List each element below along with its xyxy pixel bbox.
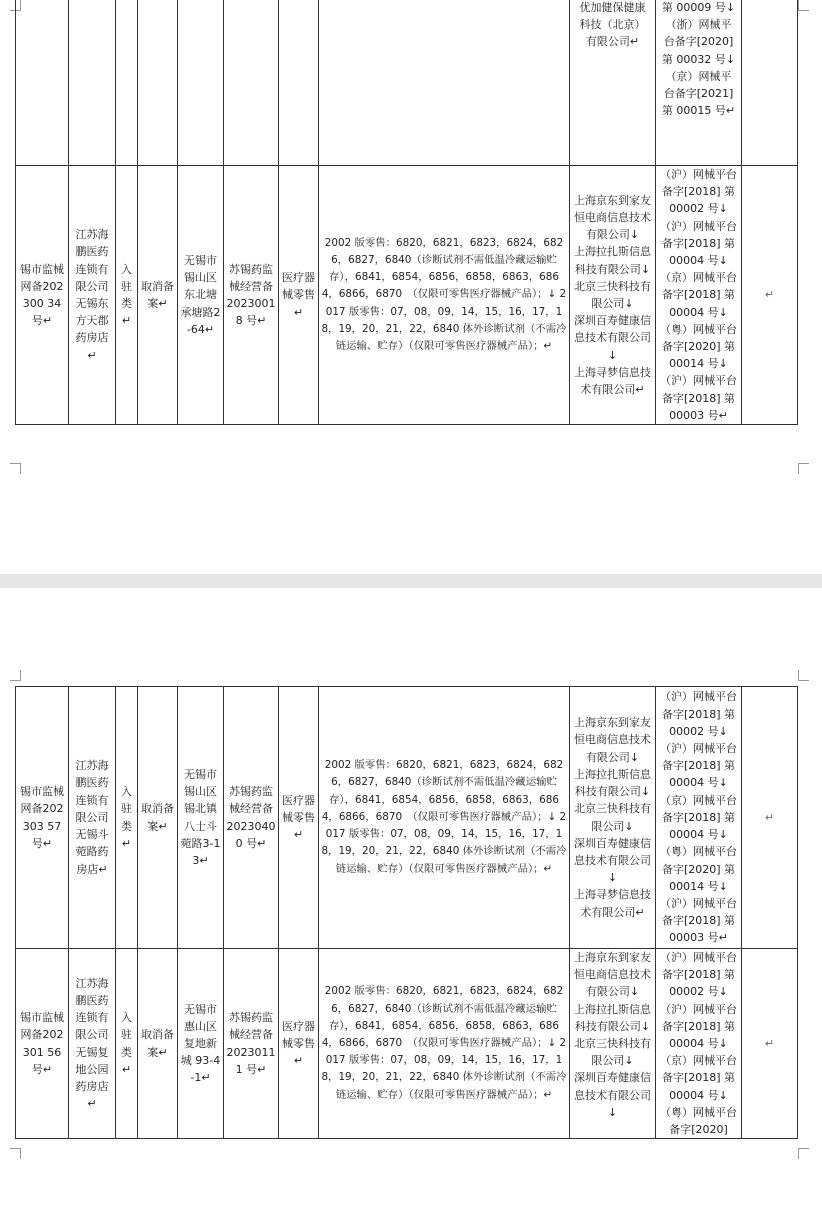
type-cell: 入驻类↵ — [116, 949, 138, 1139]
record-line: （沪）网械平台备字[2018] 第 00002 号↓ — [660, 951, 737, 999]
reg-no-cell: 锡市监械网备202303 57 号↵ — [16, 687, 69, 949]
category-cell: 医疗器械零售↵ — [279, 687, 319, 949]
scope-cell: 2002 版零售：6820，6821，6823，6824，6826，6827，6840（诊断试剂不需低温冷藏运输贮存），6841，6854，6856，6858，6863，6864，6866，6870 （仅限可零售医疗器械产品）；↓ 2017 版零售：07，08，09，14，15，16，17，18，19，20，21，22，6840 体外诊断试剂（不需冷链运输、贮存）（仅限可零售医疗器械产品）；↵ — [319, 949, 570, 1139]
scope-cell: 2002 版零售：6820，6821，6823，6824，6826，6827，6840（诊断试剂不需低温冷藏运输贮存），6841，6854，6856，6858，6863，6864，6866，6870 （仅限可零售医疗器械产品）；↓ 2017 版零售：07，08，09，14，15，16，17，18，19，20，21，22，6840 体外诊断试剂（不需冷链运输、贮存）（仅限可零售医疗器械产品）；↵ — [319, 687, 570, 949]
platform-line: 深圳百寿健康信息技术有限公司↓ — [574, 314, 651, 362]
action-cell: 取消备案↵ — [138, 687, 178, 949]
record-line: 第 00032 号↓ — [661, 52, 736, 66]
record-line: （浙）网械平 — [665, 18, 732, 32]
page-corner-mark — [798, 463, 809, 474]
platform-cell — [570, 687, 656, 949]
platform-cell — [570, 949, 656, 1139]
address-cell: 无锡市锡山区锡北镇八士斗菀路3-13↵ — [178, 687, 224, 949]
company-cell: 江苏海鹏医药连锁有限公司无锡复地公园药房店↵ — [69, 949, 116, 1139]
reg-no-cell: 锡市监械网备202300 34 号↵ — [16, 166, 69, 425]
license-cell: 苏锡药监械经营备20230400 号↵ — [224, 687, 279, 949]
document-page-2 — [0, 588, 822, 1209]
record-line: （京）网械平台备字[2018] 第 00004 号↓ — [660, 271, 737, 319]
record-line: 第 00015 号↵ — [661, 104, 736, 118]
action-cell: 取消备案↵ — [138, 166, 178, 425]
platform-line: 北京三快科技有限公司↓ — [574, 279, 651, 311]
platform-line: 深圳百寿健康信息技术有限公司↓ — [574, 1071, 651, 1119]
record-line: （沪）网械平台备字[2018] 第 00002 号↓ — [660, 690, 737, 738]
company-cell: 江苏海鹏医药连锁有限公司无锡斗菀路药房店↵ — [69, 687, 116, 949]
record-line: （京）网械平台备字[2018] 第 00004 号↓ — [660, 793, 737, 842]
platform-line: 上海拉扎斯信息科技有限公司↓ — [574, 767, 651, 799]
platform-line: 有限公司↵ — [585, 35, 640, 49]
platform-line: 上海拉扎斯信息科技有限公司↓ — [574, 1002, 651, 1033]
address-cell: 无锡市锡山区东北塘承塘路2-64↵ — [178, 166, 224, 425]
company-cell: 江苏海鹏医药连锁有限公司无锡东方天郡药房店↵ — [69, 166, 116, 425]
platform-line: 北京三快科技有限公司↓ — [574, 802, 651, 833]
record-line: （粤）网械平台备字[2020] — [660, 1105, 737, 1137]
platform-line: 上海寻梦信息技术有限公司↵ — [574, 365, 651, 397]
license-cell: 苏锡药监械经营备20230111 号↵ — [224, 949, 279, 1139]
record-line: 第 00009 号↓ — [661, 1, 736, 14]
record-table — [15, 686, 798, 1139]
table-row — [16, 949, 798, 1139]
category-cell: 医疗器械零售↵ — [279, 166, 319, 425]
page-corner-mark — [798, 0, 809, 11]
remark-cell: ↵ — [742, 687, 798, 949]
platform-line: 上海京东到家友恒电商信息技术有限公司↓ — [574, 951, 651, 999]
platform-line: 上海拉扎斯信息科技有限公司↓ — [574, 245, 651, 276]
table-row — [16, 0, 798, 166]
record-line: （京）网械平台备字[2018] 第 00004 号↓ — [660, 1054, 737, 1102]
page-corner-mark — [798, 1148, 809, 1159]
page-corner-mark — [798, 670, 809, 681]
remark-cell: ↵ — [742, 949, 798, 1139]
platform-line: 上海京东到家友恒电商信息技术有限公司↓ — [574, 193, 651, 242]
page-corner-mark — [10, 463, 21, 474]
record-line: （沪）网械平台备字[2018] 第 00002 号↓ — [660, 168, 737, 216]
platform-cell — [570, 166, 656, 425]
record-line: （沪）网械平台备字[2018] 第 00003 号↵ — [660, 896, 737, 945]
document-page-1 — [0, 0, 822, 574]
record-line: 台备字[2020] — [663, 35, 734, 49]
record-line: （沪）网械平台备字[2018] 第 00004 号↓ — [660, 742, 737, 790]
platform-line: 上海寻梦信息技术有限公司↵ — [574, 888, 651, 919]
record-line: （京）网械平 — [665, 69, 732, 83]
record-cell — [656, 166, 742, 425]
table-row — [16, 687, 798, 949]
page-corner-mark — [10, 670, 21, 681]
record-cell — [656, 949, 742, 1139]
platform-cell — [570, 0, 656, 166]
action-cell: 取消备案↵ — [138, 949, 178, 1139]
category-cell: 医疗器械零售↵ — [279, 949, 319, 1139]
type-cell: 入驻类↵ — [116, 687, 138, 949]
platform-line: 北京三快科技有限公司↓ — [574, 1037, 651, 1068]
page-corner-mark — [10, 1148, 21, 1159]
record-line: 台备字[2021] — [663, 87, 734, 101]
platform-line: 上海京东到家友恒电商信息技术有限公司↓ — [574, 716, 651, 764]
record-cell — [656, 0, 742, 166]
remark-cell: ↵ — [742, 166, 798, 425]
record-line: （沪）网械平台备字[2018] 第 00004 号↓ — [660, 1002, 737, 1051]
reg-no-cell: 锡市监械网备202301 56 号↵ — [16, 949, 69, 1139]
platform-line: 深圳百寿健康信息技术有限公司↓ — [574, 836, 651, 885]
record-cell — [656, 687, 742, 949]
platform-line: 科技（北京） — [579, 18, 646, 32]
platform-line: 优加健保健康 — [579, 1, 646, 14]
type-cell: 入驻类↵ — [116, 166, 138, 425]
record-line: （粤）网械平台备字[2020] 第 00014 号↓ — [660, 845, 737, 893]
record-table-fragment — [15, 0, 798, 425]
record-line: （粤）网械平台备字[2020] 第 00014 号↓ — [660, 322, 737, 371]
address-cell: 无锡市惠山区复地新城 93-4-1↵ — [178, 949, 224, 1139]
page-separator — [0, 574, 822, 588]
record-line: （沪）网械平台备字[2018] 第 00003 号↵ — [660, 374, 737, 422]
license-cell: 苏锡药监械经营备20230018 号↵ — [224, 166, 279, 425]
record-line: （沪）网械平台备字[2018] 第 00004 号↓ — [660, 219, 737, 268]
scope-cell: 2002 版零售：6820，6821，6823，6824，6826，6827，6840（诊断试剂不需低温冷藏运输贮存），6841，6854，6856，6858，6863，6864，6866，6870 （仅限可零售医疗器械产品）；↓ 2017 版零售：07，08，09，14，15，16，17，18，19，20，21，22，6840 体外诊断试剂（不需冷链运输、贮存）（仅限可零售医疗器械产品）；↵ — [319, 166, 570, 425]
table-row — [16, 166, 798, 425]
